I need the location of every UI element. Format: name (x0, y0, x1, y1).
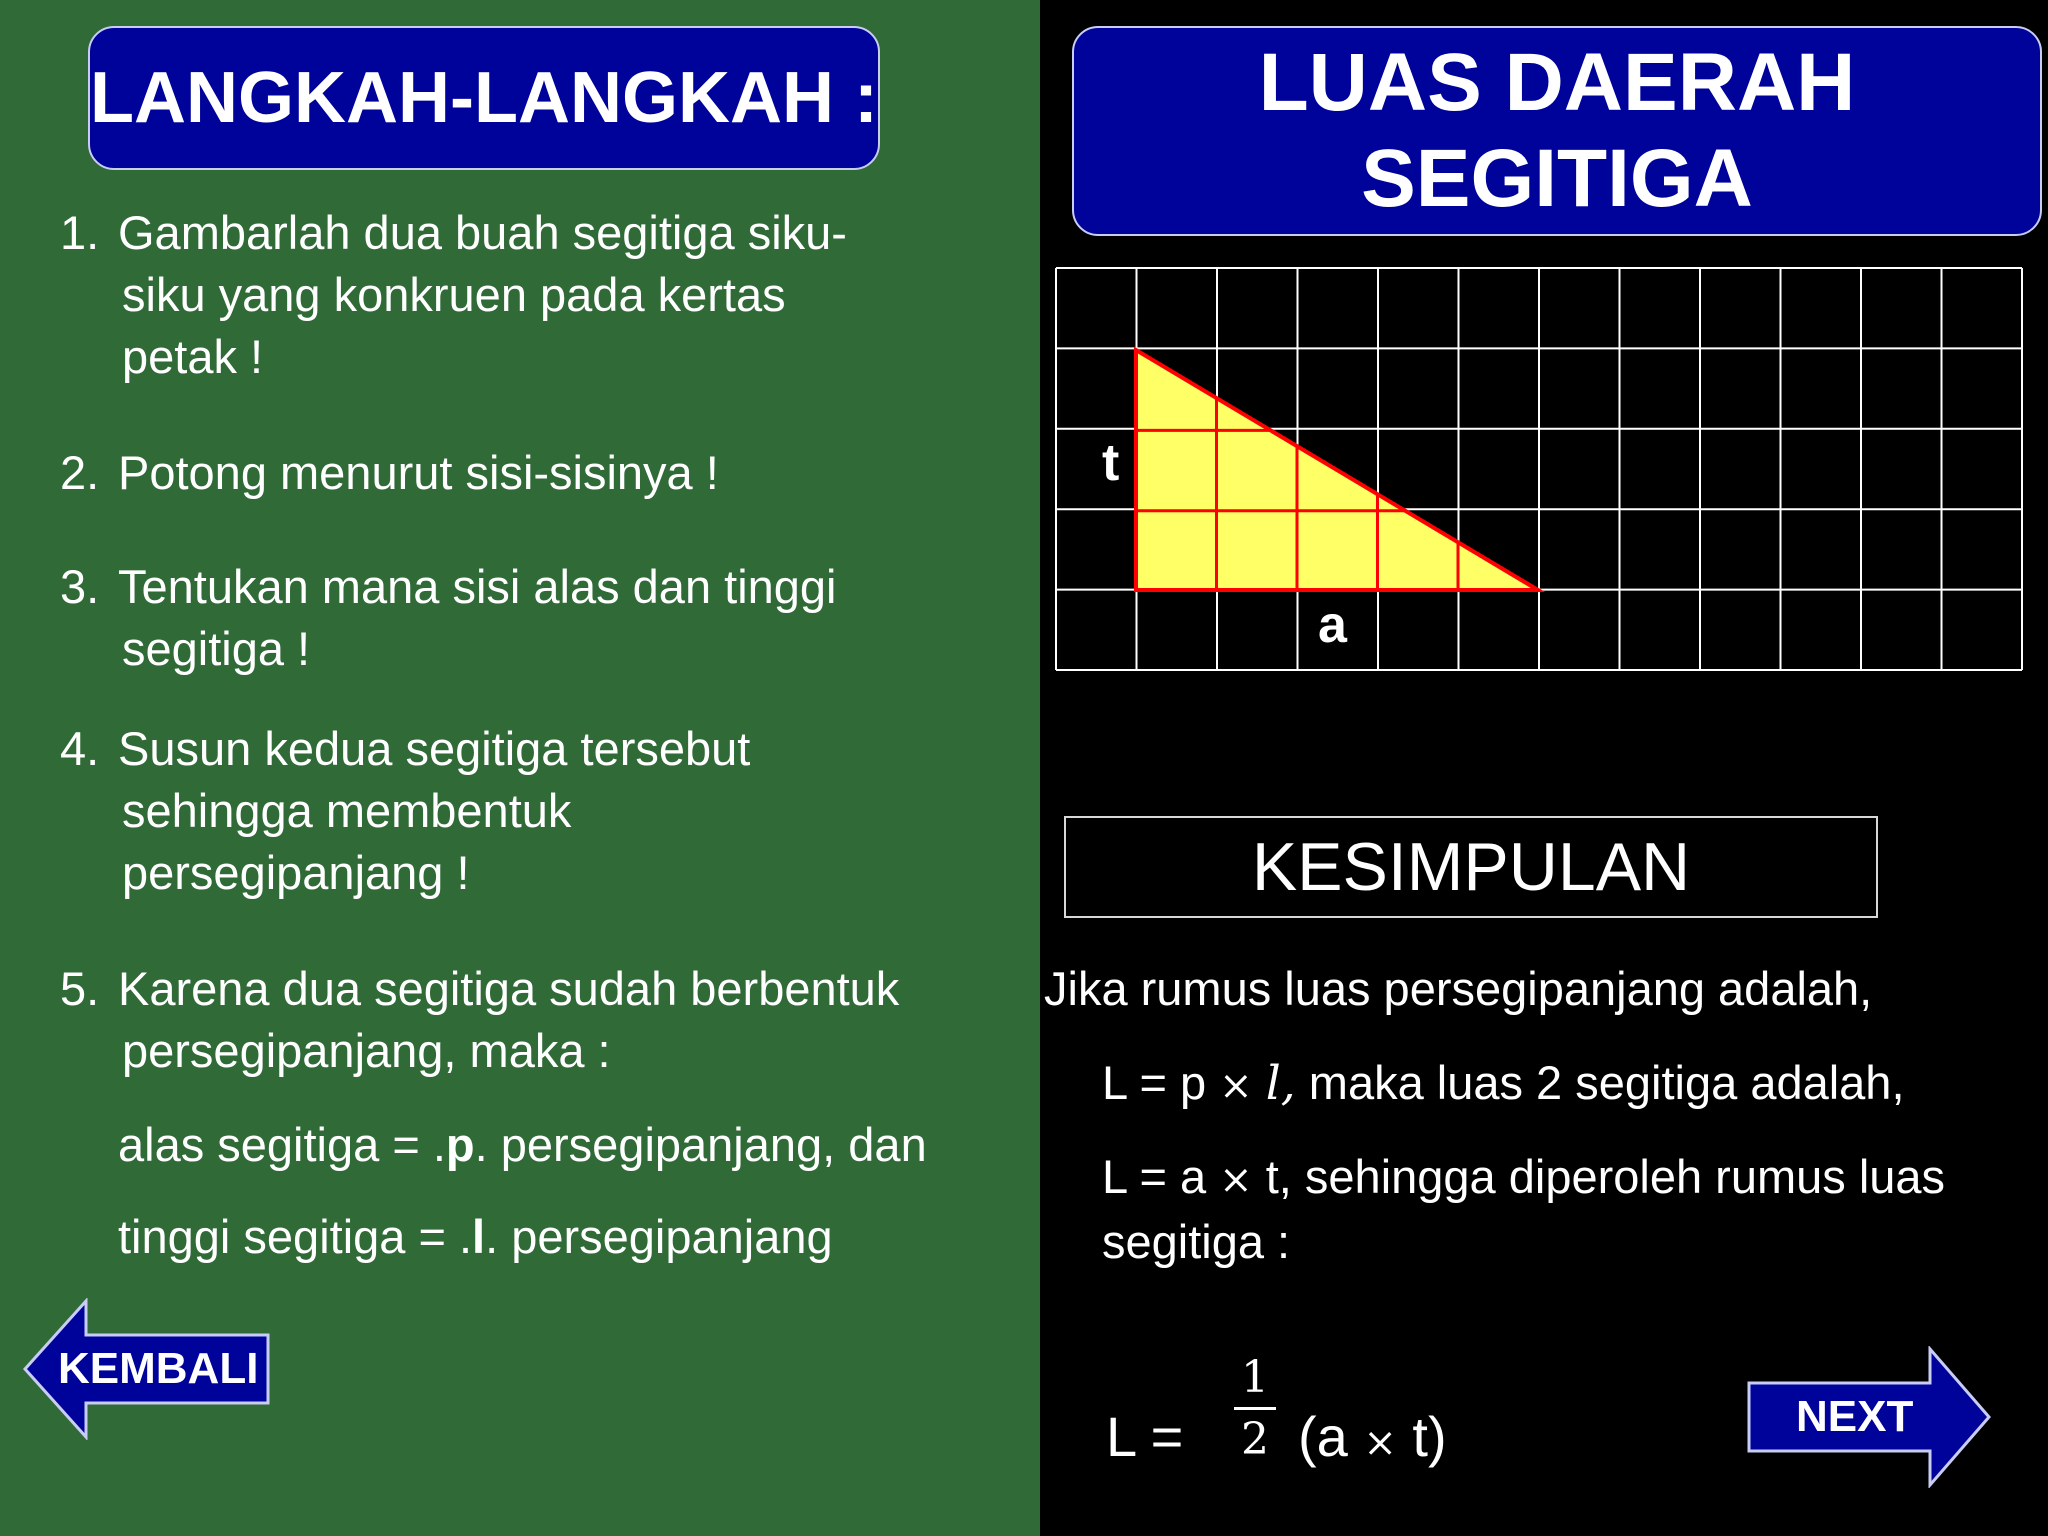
step-number: 1. (60, 206, 100, 259)
step-text: sehingga membentuk (122, 784, 572, 837)
answer-alas[interactable]: p (445, 1118, 475, 1171)
step-text: Susun kedua segitiga tersebut (118, 722, 751, 775)
step-4 (60, 718, 1020, 904)
formula-rhs: (a × t) (1298, 1405, 1447, 1468)
step-2 (60, 442, 1020, 504)
formula-lhs: L = (1106, 1405, 1184, 1468)
step-number: 4. (60, 722, 100, 775)
step-text: siku yang konkruen pada kertas (122, 268, 786, 321)
steps-title-text: LANGKAH-LANGKAH : (90, 58, 878, 138)
conclusion-line-2: L = a × t, sehingga diperoleh rumus luas segitiga : (1102, 1150, 1946, 1268)
step-3 (60, 556, 1020, 680)
formula-fraction (1234, 1352, 1276, 1465)
label-a: a (1318, 596, 1347, 654)
steps-title (88, 26, 880, 170)
step-text: Gambarlah dua buah segitiga siku- (118, 206, 847, 259)
luas-title-line1: LUAS DAERAH (1258, 37, 1856, 128)
kesimpulan-label: KESIMPULAN (1251, 829, 1691, 905)
conclusion-line-1: L = p × l, maka luas 2 segitiga adalah, (1102, 1056, 1905, 1111)
fraction-numerator: 1 (1241, 1352, 1269, 1403)
answer-tinggi[interactable]: l (472, 1210, 486, 1263)
step-text: Tentukan mana sisi alas dan tinggi (118, 560, 837, 613)
step-text: Karena dua segitiga sudah berbentuk (118, 962, 900, 1015)
fraction-denominator: 2 (1241, 1414, 1269, 1465)
grid-paper (1054, 266, 2026, 672)
step-text: Potong menurut sisi-sisinya ! (118, 446, 719, 499)
label-t: t (1102, 434, 1120, 492)
fraction-bar (1234, 1407, 1276, 1410)
step-number: 2. (60, 446, 100, 499)
next-button[interactable] (1746, 1346, 1992, 1488)
yellow-triangle (1136, 350, 1538, 590)
step-text: segitiga ! (122, 622, 311, 675)
step-text: persegipanjang ! (122, 846, 470, 899)
step-number: 5. (60, 962, 100, 1015)
step-1 (60, 202, 1020, 388)
conclusion-intro: Jika rumus luas persegipanjang adalah, (1044, 962, 1873, 1015)
step-text: persegipanjang, maka : (122, 1024, 611, 1077)
back-button[interactable] (22, 1298, 272, 1440)
back-label: KEMBALI (58, 1344, 259, 1393)
step-number: 3. (60, 560, 100, 613)
next-label: NEXT (1796, 1392, 1914, 1441)
luas-title (1072, 26, 2042, 236)
step-5 (60, 958, 1020, 1082)
fill-line-alas: alas segitiga = .p. persegipanjang, dan (118, 1118, 927, 1171)
kesimpulan-box (1064, 816, 1878, 918)
step-text: petak ! (122, 330, 264, 383)
luas-title-line2: SEGITIGA (1361, 133, 1753, 224)
fill-line-tinggi: tinggi segitiga = .l. persegipanjang (118, 1210, 833, 1263)
